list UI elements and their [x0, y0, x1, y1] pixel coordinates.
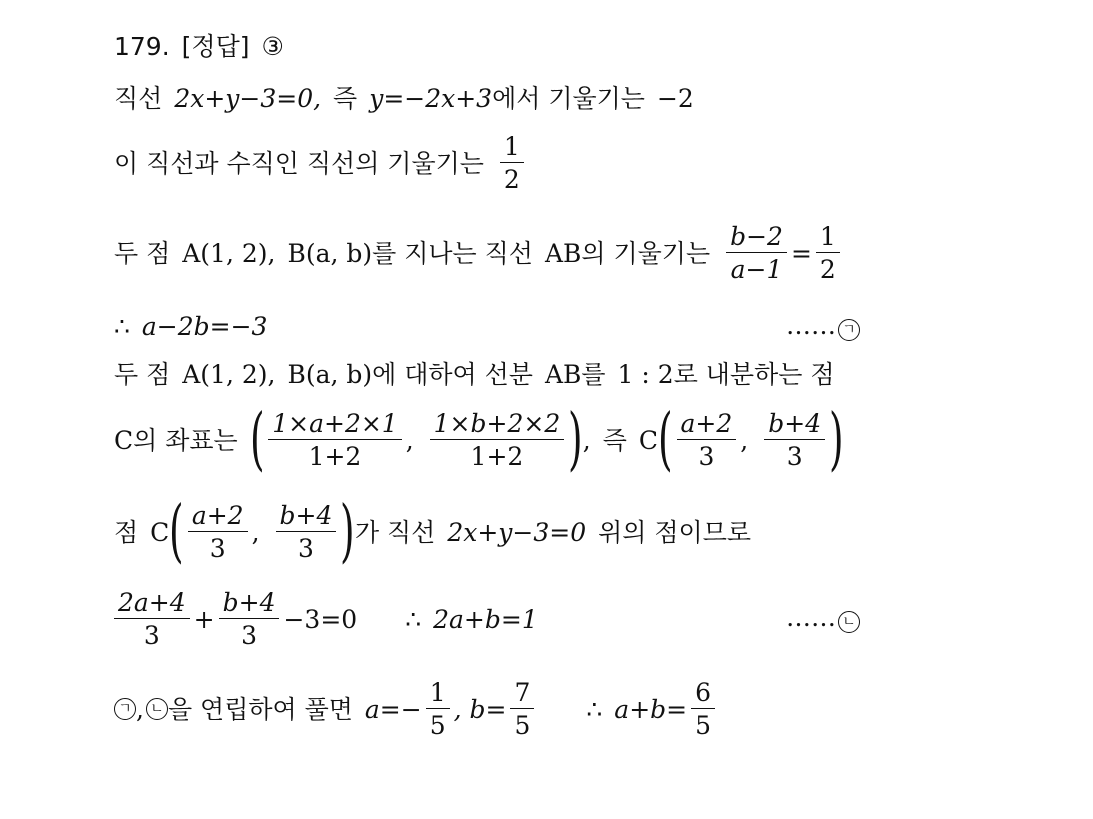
fraction: $\frac{b-2}{a-1}$ [726, 224, 787, 282]
point-a: A(1, 2), [182, 238, 276, 268]
segment-ab: AB [544, 238, 582, 268]
fraction: $\frac{1}{2}$ [816, 224, 840, 282]
b-value: , b= [453, 694, 507, 724]
right-paren: ) [829, 400, 844, 479]
fraction: $\frac{a+2}{3}$ [188, 503, 248, 561]
line-3: 두 점 A(1, 2), B(a, b) 를 지나는 직선 AB 의 기울기는 $\frac{b-2}{a-1}$ = $\frac{1}{2}$ [114, 224, 844, 282]
fraction: $\frac{1}{5}$ [426, 680, 450, 738]
point-b: B(a, b) [287, 360, 373, 389]
text: 위의 점이므로 [598, 517, 751, 547]
text: 두 점 [114, 360, 171, 389]
fraction: $\frac{6}{5}$ [691, 680, 715, 738]
text: 에 대하여 선분 [372, 360, 533, 389]
text: 를 [581, 360, 606, 389]
line-8: $\frac{2a+4}{3}$ + $\frac{b+4}{3}$ −3=0 ∴ 2a+b=1 …… ㄴ [114, 590, 984, 648]
problem-number: 179. [114, 32, 170, 61]
point-b: B(a, b) [287, 238, 373, 268]
point-c: C [114, 425, 134, 455]
problem-header [114, 34, 284, 59]
ratio: 1 : 2 [617, 360, 674, 389]
left-paren: ( [657, 400, 673, 479]
equation: 2x+y−3=0, [174, 84, 322, 113]
text: 을 연립하여 풀면 [167, 694, 353, 724]
text: 의 좌표는 [133, 425, 238, 455]
point-a: A(1, 2), [182, 360, 276, 389]
text: 점 [114, 517, 139, 547]
line-6: C 의 좌표는 ( $\frac{1\times a+2\times 1}{1+2}$ , $\frac{1\times b+2\times 2}{1+2}$ ) , 즉 C ( $\frac{a+2}{3}$ , $\frac{b+4}{3}$ ) [114, 400, 844, 479]
therefore-symbol: ∴ [586, 694, 603, 724]
line-9: ㄱ , ㄴ 을 연립하여 풀면 a=− $\frac{1}{5}$ , b= $\frac{7}{5}$ ∴ a+b= $\frac{6}{5}$ [114, 680, 719, 738]
right-paren: ) [568, 400, 583, 479]
therefore-symbol: ∴ [114, 312, 130, 341]
fraction: $\frac{b+4}{3}$ [276, 503, 337, 561]
answer-choice: ③ [261, 32, 284, 61]
equation: a−2b=−3 [141, 312, 268, 341]
therefore-symbol: ∴ [405, 604, 422, 634]
equation: 2x+y−3=0 [447, 517, 587, 547]
right-paren: ) [340, 492, 355, 571]
line-5 [114, 362, 834, 387]
line-2 [114, 134, 528, 192]
fraction: $\frac{b+4}{3}$ [219, 590, 280, 648]
equation-marker: …… ㄱ [786, 313, 860, 341]
text: 로 내분하는 점 [673, 360, 835, 389]
text: 두 점 [114, 238, 171, 268]
marker-1: ㄱ [114, 698, 136, 720]
fraction: $\frac{1\times b+2\times 2}{1+2}$ [430, 411, 565, 469]
text: 이 직선과 수직인 직선의 기울기는 [114, 148, 484, 178]
text: 에서 기울기는 [492, 84, 645, 113]
left-paren: ( [249, 400, 265, 479]
line-1 [114, 86, 694, 111]
slope-value: −2 [656, 84, 694, 113]
text: 즉 [602, 425, 627, 455]
equation-marker: …… ㄴ [786, 605, 860, 633]
line-7: 점 C ( $\frac{a+2}{3}$ , $\frac{b+4}{3}$ ) 가 직선 2x+y−3=0 위의 점이므로 [114, 492, 751, 571]
text: 를 지나는 직선 [372, 238, 533, 268]
line-4 [114, 310, 984, 341]
text: 가 직선 [354, 517, 436, 547]
segment-ab: AB [544, 360, 582, 389]
text: 즉 [333, 84, 358, 113]
left-paren: ( [169, 492, 184, 571]
fraction: $\frac{1}{2}$ [500, 134, 524, 192]
fraction: $\frac{b+4}{3}$ [764, 411, 825, 469]
a-value: a=− [364, 694, 422, 724]
sum-value: a+b= [614, 694, 688, 724]
text: 의 기울기는 [581, 238, 711, 268]
equation: y=−2x+3 [369, 84, 493, 113]
fraction: $\frac{7}{5}$ [510, 680, 534, 738]
fraction: $\frac{a+2}{3}$ [677, 411, 737, 469]
marker-2: ㄴ [146, 698, 168, 720]
fraction: $\frac{2a+4}{3}$ [114, 590, 190, 648]
fraction: $\frac{1\times a+2\times 1}{1+2}$ [268, 411, 401, 469]
equation: −3=0 [283, 604, 358, 634]
equation: 2a+b=1 [433, 604, 538, 634]
answer-label: [정답] [181, 32, 250, 61]
point-c: C [638, 425, 658, 455]
text: 직선 [114, 84, 163, 113]
point-c: C [150, 517, 170, 547]
